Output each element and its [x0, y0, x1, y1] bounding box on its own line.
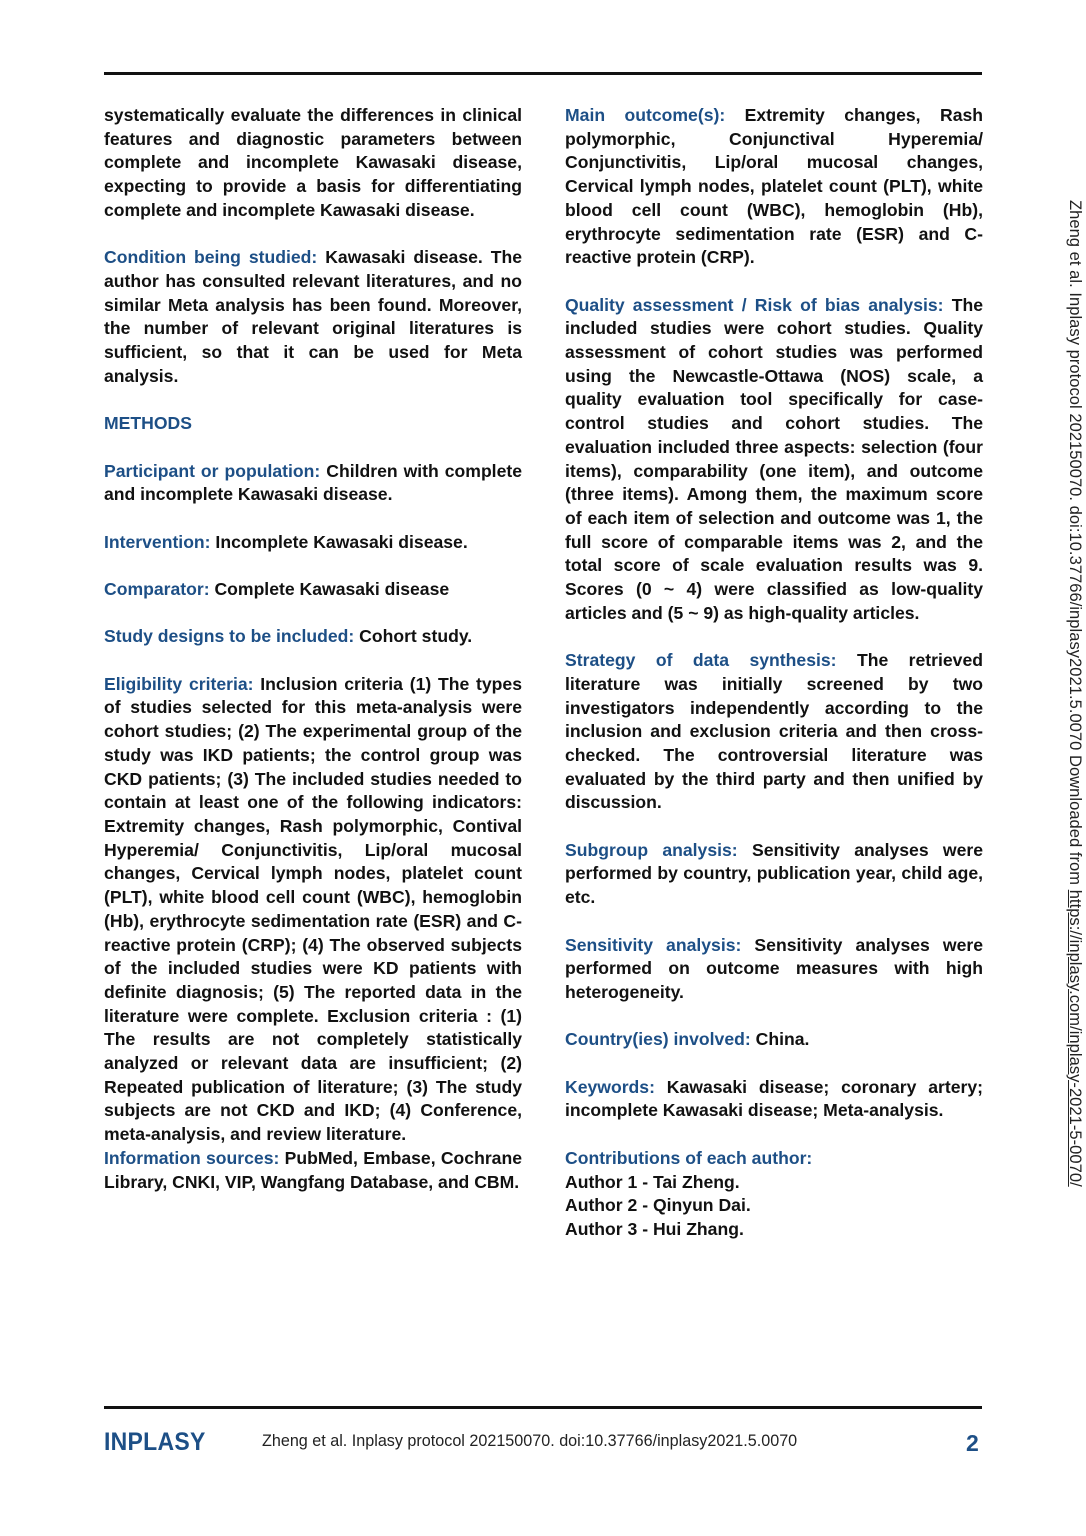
author-3: Author 3 - Hui Zhang.	[565, 1218, 744, 1239]
condition-text: Kawasaki disease. The author has consulted relevant literatures, and no similar Meta analysis has been found. Moreover, the number of relevant original literatures is sufficient, so that it can be used for Meta analysis.	[104, 247, 523, 386]
contributions-label: Contributions of each author:	[565, 1147, 813, 1168]
methods-heading: METHODS	[104, 413, 192, 434]
study-designs-section	[104, 625, 522, 649]
sensitivity-label: Sensitivity analysis:	[565, 934, 742, 955]
participant-label: Participant or population:	[104, 460, 321, 481]
study-designs-text: Cohort study.	[354, 626, 473, 647]
header-rule	[104, 72, 982, 75]
comparator-section	[104, 578, 522, 602]
comparator-text: Complete Kawasaki disease	[209, 578, 450, 599]
page-number: 2	[966, 1430, 979, 1456]
sensitivity-text: Sensitivity analyses were performed on outcome measures with high heterogeneity.	[565, 934, 983, 1002]
keywords-label: Keywords:	[565, 1076, 655, 1097]
eligibility-label: Eligibility criteria:	[104, 673, 254, 694]
keywords-section	[565, 1076, 983, 1123]
main-outcomes-section	[565, 104, 983, 270]
intervention-label: Intervention:	[104, 531, 211, 552]
countries-label: Country(ies) involved:	[565, 1029, 751, 1050]
footer-rule	[104, 1406, 982, 1409]
data-synthesis-section	[565, 649, 983, 815]
eligibility-section	[104, 673, 522, 1147]
condition-label: Condition being studied:	[104, 247, 318, 268]
sensitivity-section	[565, 934, 983, 1005]
intervention-text: Incomplete Kawasaki disease.	[210, 531, 468, 552]
participant-text: Children with complete and incomplete Kawasaki disease.	[104, 460, 523, 505]
right-column	[565, 104, 983, 1265]
quality-assessment-text: The included studies were cohort studies. Quality assessment of cohort studies was performed using the Newcastle-Ottawa (NOS) scale, a quality evaluation tool specifically for case-control studies and cohort studies. The evaluation included three aspects: selection (four items), comparability (one item), and outcome (three items). Among them, the maximum score of each item of selection and outcome was 1, the full score of comparable items was 2, and the total score of scale evaluation results was 9. Scores (0 ~ 4) were classified as low-quality articles and (5 ~ 9) as high-quality articles.	[565, 294, 983, 623]
quality-assessment-section	[565, 294, 983, 626]
information-sources-text: PubMed, Embase, Cochrane Library, CNKI, VIP, Wangfang Database, and CBM.	[104, 1147, 522, 1192]
contributions-section	[565, 1147, 983, 1242]
data-synthesis-text: The retrieved literature was initially screened by two investigators independently according to the inclusion and exclusion criteria and then cross-checked. The controversial literature was evaluated by the third party and then unified by discussion.	[565, 650, 983, 813]
author-2: Author 2 - Qinyun Dai.	[565, 1195, 751, 1216]
download-link[interactable]: https://inplasy.com/inplasy-2021-5-0070/	[1066, 889, 1084, 1187]
footer-citation: Zheng et al. Inplasy protocol 202150070. doi:10.37766/inplasy2021.5.0070	[262, 1431, 798, 1450]
participant-section	[104, 460, 522, 507]
quality-assessment-label: Quality assessment / Risk of bias analysis:	[565, 294, 944, 315]
countries-section	[565, 1028, 983, 1052]
eligibility-text: Inclusion criteria (1) The types of studies selected for this meta-analysis were cohort studies; (2) The experimental group of the study was IKD patients; the control group was CKD patients; (3) The included studies needed to contain at least one of the following indicators: Extremity changes, Rash polymorphic, Contival Hyperemia/ Conjunctivitis, Lip/oral mucosal changes, Cervical lymph nodes, platelet count (PLT), white blood cell count (WBC), hemoglobin (Hb), erythrocyte sedimentation rate (ESR) and C-reactive protein (CRP); (4) The observed subjects of the included studies were KD patients with definite diagnosis; (5) The reported data in the literature were complete. Exclusion criteria : (1) The results are not completely statistically analyzed or relevant data are insufficient; (2) Repeated publication of literature; (3) The study subjects are not CKD and IKD; (4) Conference, meta-analysis, and review literature.	[104, 673, 522, 1145]
keywords-text: Kawasaki disease; coronary artery; incomplete Kawasaki disease; Meta-analysis.	[565, 1076, 983, 1121]
subgroup-label: Subgroup analysis:	[565, 839, 738, 860]
subgroup-section	[565, 839, 983, 910]
comparator-label: Comparator:	[104, 578, 210, 599]
information-sources-section	[104, 1147, 522, 1194]
information-sources-label: Information sources:	[104, 1147, 280, 1168]
author-1: Author 1 - Tai Zheng.	[565, 1171, 740, 1192]
intervention-section	[104, 531, 522, 555]
side-download-note	[1065, 200, 1084, 1187]
main-outcomes-text: Extremity changes, Rash polymorphic, Conjunctival Hyperemia/ Conjunctivitis, Lip/oral mucosal changes, Cervical lymph nodes, platelet count (PLT), white blood cell count (WBC), hemoglobin (Hb), erythrocyte sedimentation rate (ESR) and C-reactive protein (CRP).	[565, 105, 984, 268]
main-outcomes-label: Main outcome(s):	[565, 105, 726, 125]
condition-section	[104, 246, 522, 388]
study-designs-label: Study designs to be included:	[104, 626, 355, 647]
data-synthesis-label: Strategy of data synthesis:	[565, 650, 837, 671]
countries-text: China.	[750, 1029, 810, 1050]
intro-paragraph	[104, 104, 522, 223]
subgroup-text: Sensitivity analyses were performed by country, publication year, child age, etc.	[565, 839, 983, 908]
intro-text: systematically evaluate the differences in clinical features and diagnostic parameters between complete and incomplete Kawasaki disease, expecting to provide a basis for differentiating complete and incomplete Kawasaki disease.	[104, 105, 522, 220]
left-column	[104, 104, 522, 1218]
footer-brand-logo: INPLASY	[104, 1428, 206, 1456]
side-note-text: Zheng et al. Inplasy protocol 202150070. doi:10.37766/inplasy2021.5.0070 Downloaded from	[1066, 200, 1084, 890]
